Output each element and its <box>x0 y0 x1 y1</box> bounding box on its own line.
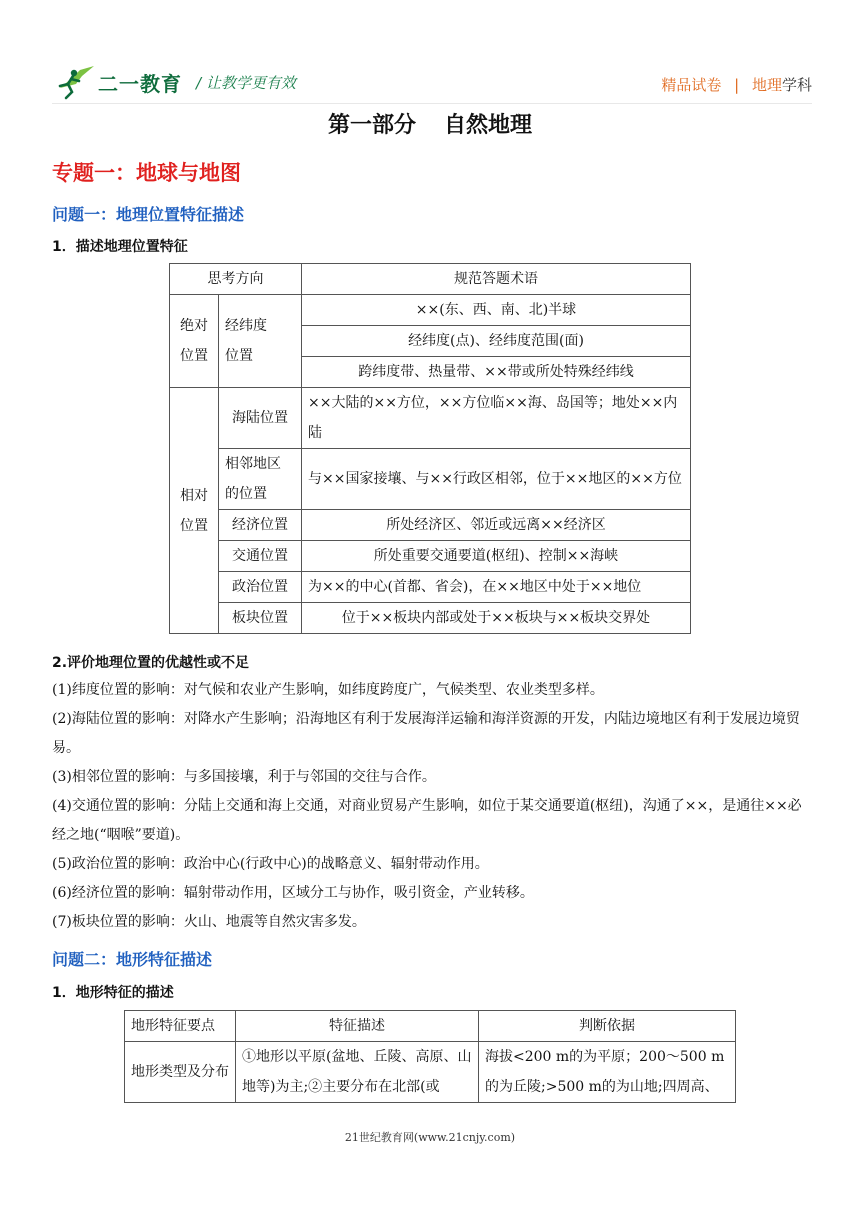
table-cell: 经济位置 <box>219 510 302 541</box>
topic-title: 专题一：地球与地图 <box>52 161 241 185</box>
paragraph: (5)政治位置的影响：政治中心(行政中心)的战略意义、辐射带动作用。 <box>52 856 489 872</box>
paragraph: (3)相邻位置的影响：与多国接壤，利于与邻国的交往与合作。 <box>52 769 436 785</box>
label-line: 位置 <box>180 348 208 364</box>
page-footer: 21世纪教育网(www.21cnjy.com) <box>344 1131 516 1144</box>
table-cell: 位于××板块内部或处于××板块与××板块交界处 <box>302 603 691 634</box>
section-one-title: 1．描述地理位置特征 <box>52 239 188 255</box>
label-line: 的位置 <box>225 486 267 502</box>
header-subject <box>661 74 812 95</box>
table-cell: 政治位置 <box>219 572 302 603</box>
table-header-cell: 特征描述 <box>236 1011 479 1042</box>
label-line: 位置 <box>225 348 253 364</box>
table-header-row <box>125 1011 736 1042</box>
relative-location-label <box>170 388 219 634</box>
paragraph: (1)纬度位置的影响：对气候和农业产生影响，如纬度跨度广，气候类型、农业类型多样。 <box>52 682 604 698</box>
header-divider <box>52 103 812 104</box>
location-terms-table <box>169 263 691 634</box>
section-three-title: 1．地形特征的描述 <box>52 985 174 1001</box>
runner-logo-icon <box>52 64 96 100</box>
table-cell: 与××国家接壤、与××行政区相邻，位于××地区的××方位 <box>302 449 691 510</box>
page-header <box>52 64 812 104</box>
table-cell: ××大陆的××方位，××方位临××海、岛国等；地处××内陆 <box>302 388 691 449</box>
header-separator: | <box>734 76 740 94</box>
table-row <box>170 295 691 326</box>
table-cell: 所处重要交通要道(枢纽)、控制××海峡 <box>302 541 691 572</box>
table-header-row <box>170 264 691 295</box>
paragraph: (2)海陆位置的影响：对降水产生影响；沿海地区有利于发展海洋运输和海洋资源的开发，内陆边境地区有利于发展边境贸易。 <box>52 711 800 756</box>
part-title-number: 第一部分 <box>327 113 416 138</box>
table-header-cell: 思考方向 <box>170 264 302 295</box>
header-subject-prefix: 地理 <box>751 76 782 94</box>
header-label: 精品试卷 <box>661 76 722 94</box>
table-row <box>125 1042 736 1103</box>
label-line: 相邻地区 <box>225 456 281 472</box>
table-cell: ××(东、西、南、北)半球 <box>302 295 691 326</box>
header-subject-suffix: 学科 <box>781 76 812 94</box>
table-row <box>170 603 691 634</box>
absolute-location-label <box>170 295 219 388</box>
part-title-name: 自然地理 <box>444 113 533 138</box>
table-cell: 板块位置 <box>219 603 302 634</box>
lat-long-label <box>219 295 302 388</box>
brand-logo[interactable] <box>52 64 296 100</box>
table-header-cell: 规范答题术语 <box>302 264 691 295</box>
table-cell: 为××的中心(首都、省会)，在××地区中处于××地位 <box>302 572 691 603</box>
label-line: 绝对 <box>180 318 208 334</box>
table-cell: 所处经济区、邻近或远离××经济区 <box>302 510 691 541</box>
table-row <box>170 449 691 510</box>
paragraph: (7)板块位置的影响：火山、地震等自然灾害多发。 <box>52 914 366 930</box>
table-cell: 地形类型及分布 <box>125 1042 236 1103</box>
logo-slogan: / 让教学更有效 <box>196 73 296 92</box>
part-title <box>0 108 860 139</box>
table-cell: 经纬度(点)、经纬度范围(面) <box>302 326 691 357</box>
evaluation-paragraphs <box>52 676 812 937</box>
table-row <box>170 510 691 541</box>
table-header-cell: 判断依据 <box>479 1011 736 1042</box>
table-cell: 跨纬度带、热量带、××带或所处特殊经纬线 <box>302 357 691 388</box>
question-one-title: 问题一：地理位置特征描述 <box>52 205 245 224</box>
section-two-title: 2.评价地理位置的优越性或不足 <box>52 655 250 671</box>
table-row <box>170 541 691 572</box>
table-row <box>170 388 691 449</box>
table-row <box>170 572 691 603</box>
table-cell: 海陆位置 <box>219 388 302 449</box>
label-line: 相对 <box>180 487 208 504</box>
table-cell: 交通位置 <box>219 541 302 572</box>
table-cell: ①地形以平原(盆地、丘陵、高原、山地等)为主;②主要分布在北部(或 <box>236 1042 479 1103</box>
question-two-title: 问题二：地形特征描述 <box>52 950 213 969</box>
terrain-features-table <box>124 1010 736 1103</box>
table-cell <box>219 449 302 510</box>
table-header-cell: 地形特征要点 <box>125 1011 236 1042</box>
label-line: 位置 <box>180 517 208 534</box>
paragraph: (4)交通位置的影响：分陆上交通和海上交通，对商业贸易产生影响，如位于某交通要道(枢纽)，沟通了××，是通往××必经之地(“咽喉”要道)。 <box>52 798 802 843</box>
logo-text: 二一教育 <box>98 71 182 96</box>
paragraph: (6)经济位置的影响：辐射带动作用，区域分工与协作，吸引资金，产业转移。 <box>52 885 534 901</box>
table-cell: 海拔<200 m的为平原；200～500 m的为丘陵;>500 m的为山地;四周高、 <box>479 1042 736 1103</box>
label-line: 经纬度 <box>225 318 267 334</box>
